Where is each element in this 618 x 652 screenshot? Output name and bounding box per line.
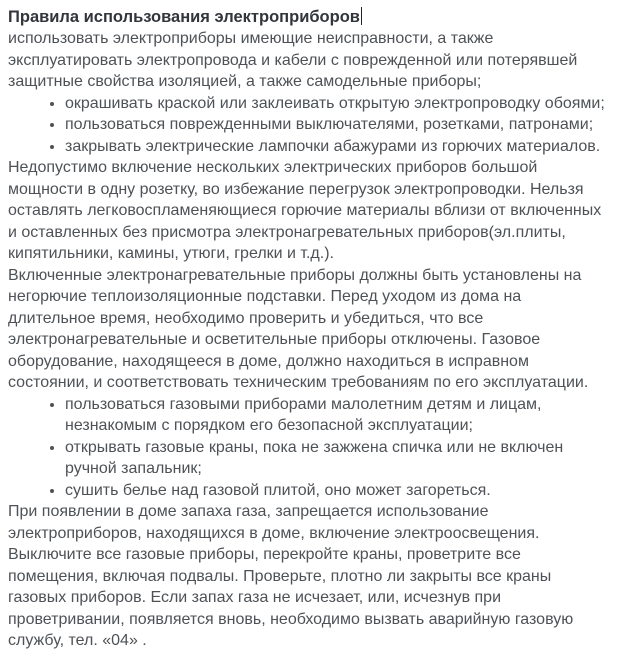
list-item[interactable]: • закрывать электрические лампочки абажурами из горючих материалов. <box>65 136 610 158</box>
bullet-list-electrical <box>8 93 610 158</box>
bullet-list-gas <box>8 394 610 502</box>
text-caret-icon <box>361 7 363 25</box>
paragraph-gas-smell[interactable]: При появлении в доме запаха газа, запрещается использование электроприборов, находящихся в доме, включение электроосвещения. Выключите все газовые приборы, перекройте краны, проветрите все помещения, включая подвалы. Проверьте, плотно ли закрыты все краны газовых приборов. Если запах газа не исчезает, или, исчезнув при проветривании, появляется вновь, необходимо вызвать аварийную газовую службу, тел. «04» . <box>8 503 578 649</box>
list-item[interactable]: • окрашивать краской или заклеивать открытую электропроводку обоями; <box>65 93 610 115</box>
paragraph-intro[interactable]: использовать электроприборы имеющие неисправности, а также эксплуатировать электропровода и кабели с поврежденной или потерявшей защитные свойства изоляцией, а также самодельные приборы; <box>8 30 582 90</box>
list-item[interactable]: • сушить белье над газовой плитой, оно может загореться. <box>65 480 610 502</box>
list-item[interactable]: • пользоваться поврежденными выключателями, розетками, патронами; <box>65 114 610 136</box>
list-item[interactable]: • пользоваться газовыми приборами малолетним детям и лицам, незнакомым с порядком его безопасной эксплуатации; <box>65 394 610 437</box>
list-item[interactable]: • открывать газовые краны, пока не зажжена спичка или не включен ручной запальник; <box>65 437 610 480</box>
document-title[interactable] <box>8 6 610 28</box>
paragraph-heaters-gas[interactable]: Включенные электронагревательные приборы должны быть установлены на негорючие теплоизоляционные подставки. Перед уходом из дома на длительное время, необходимо проверить и убедиться, что все электронагревательные и осветительные приборы отключены. Газовое оборудование, находящееся в доме, должно находиться в исправном состоянии, и соответствовать техническим требованиям по его эксплуатации. <box>8 266 589 391</box>
paragraph-overload[interactable]: Недопустимо включение нескольких электрических приборов большой мощности в одну розетку, во избежание перегрузок электропроводки. Нельзя оставлять легковоспламеняющиеся горючие материалы вблизи от включенных и оставленных без присмотра электронагревательных приборов(эл.плиты, кипятильники, камины, утюги, грелки и т.д.). <box>8 159 606 262</box>
document-title-text: Правила использования электроприборов <box>8 8 360 26</box>
